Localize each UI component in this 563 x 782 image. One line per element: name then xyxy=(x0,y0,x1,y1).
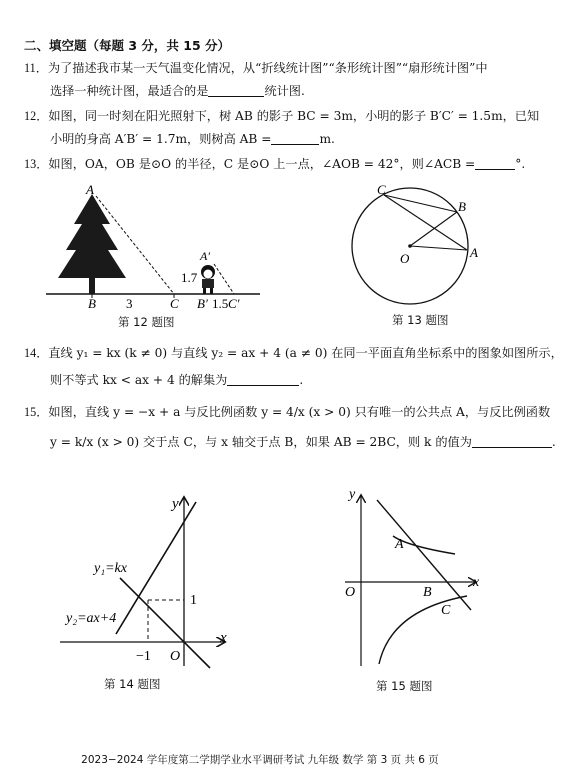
answer-blank[interactable] xyxy=(472,435,552,448)
question-text: 统计图. xyxy=(264,84,305,98)
question-text: 如图，直线 y = −x + a 与反比例函数 y = 4/x (x > 0) 只有唯一的公共点 A，与反比例函数 xyxy=(48,405,551,419)
question-13 xyxy=(24,156,525,172)
label-O: O xyxy=(345,585,356,600)
figure-14 xyxy=(60,490,240,670)
label-C: C xyxy=(441,603,451,618)
question-text: . xyxy=(551,435,556,449)
section-title: 二、填空题（每题 3 分，共 15 分） xyxy=(24,38,231,53)
question-number: 11． xyxy=(24,61,48,75)
person-icon xyxy=(201,265,215,294)
question-text: 为了描述我市某一天气温变化情况，从“折线统计图”“条形统计图”“扇形统计图”中 xyxy=(47,61,488,75)
question-14-line2 xyxy=(50,372,303,388)
answer-blank[interactable] xyxy=(475,157,515,170)
curve-k-over-x xyxy=(379,596,467,664)
label-neg-one: −1 xyxy=(136,649,151,664)
label-B-prime: B′ xyxy=(197,296,208,311)
question-15 xyxy=(24,404,550,420)
label-y-axis: y xyxy=(172,496,179,512)
label-C: C xyxy=(170,296,179,311)
label-shadow-length: 1.5 xyxy=(212,296,229,311)
question-text: 直线 y₁ = kx (k ≠ 0) 与直线 y₂ = ax + 4 (a ≠ 0) 在同一平面直角坐标系中的图象如图所示， xyxy=(48,346,563,360)
question-15-line2 xyxy=(50,434,556,450)
figure-13 xyxy=(350,180,480,310)
chord-CB xyxy=(384,195,457,212)
label-B: B xyxy=(423,585,432,600)
label-A: A xyxy=(395,537,404,552)
tree-icon xyxy=(58,194,126,294)
label-x-axis: x xyxy=(473,575,480,590)
label-A: A xyxy=(470,245,478,260)
question-text: m. xyxy=(319,132,335,146)
question-text: 则不等式 kx < ax + 4 的解集为 xyxy=(50,373,228,387)
question-number: 13． xyxy=(24,157,49,171)
label-A-prime: A′ xyxy=(200,249,210,263)
question-11 xyxy=(24,60,488,76)
question-text: 小明的身高 A′B′ = 1.7m，则树高 AB = xyxy=(50,132,272,146)
question-14 xyxy=(24,345,563,361)
figure-15 xyxy=(335,486,485,666)
label-one: 1 xyxy=(190,593,197,608)
radius-OA xyxy=(410,246,467,250)
question-11-line2 xyxy=(50,83,305,99)
figure-15-caption: 第 15 题图 xyxy=(376,679,433,693)
label-y1: y₁=kx xyxy=(94,561,127,576)
figure-12 xyxy=(40,180,280,320)
question-number: 12． xyxy=(24,109,49,123)
figure-13-caption: 第 13 题图 xyxy=(392,313,449,327)
question-number: 14． xyxy=(24,346,49,360)
question-number: 15． xyxy=(24,405,49,419)
figure-14-caption: 第 14 题图 xyxy=(104,677,161,691)
label-origin: O xyxy=(170,649,181,664)
label-BC-length: 3 xyxy=(126,296,133,311)
label-height: 1.7 xyxy=(181,270,198,285)
label-y2: y₂=ax+4 xyxy=(66,611,117,626)
question-text: 选择一种统计图，最适合的是 xyxy=(50,84,209,98)
question-12-line2 xyxy=(50,131,335,147)
chord-CA xyxy=(384,195,467,250)
question-text: 如图，同一时刻在阳光照射下，树 AB 的影子 BC = 3m，小明的影子 B′C′ = 1.5m，已知 xyxy=(48,109,540,123)
question-text: °. xyxy=(515,157,526,171)
sun-ray-person xyxy=(214,264,234,294)
question-text: . xyxy=(299,373,304,387)
question-text: y = k/x (x > 0) 交于点 C，与 x 轴交于点 B，如果 AB = 2BC，则 k 的值为 xyxy=(50,435,472,449)
label-C-prime: C′ xyxy=(228,296,240,311)
label-A: A xyxy=(86,182,94,197)
answer-blank[interactable] xyxy=(208,84,264,97)
label-C: C xyxy=(377,182,386,197)
question-text: 如图，OA，OB 是⊙O 的半径，C 是⊙O 上一点，∠AOB = 42°，则∠ACB = xyxy=(48,157,476,171)
label-B: B xyxy=(458,199,466,214)
answer-blank[interactable] xyxy=(227,373,299,386)
answer-blank[interactable] xyxy=(271,132,319,145)
line-y1 xyxy=(120,578,210,668)
label-O: O xyxy=(400,251,410,266)
question-12 xyxy=(24,108,539,124)
page-footer: 2023−2024 学年度第二学期学业水平调研考试 九年级 数学 第 3 页 共 6 页 xyxy=(81,754,439,766)
label-y-axis: y xyxy=(349,487,356,502)
label-B: B xyxy=(88,296,96,311)
label-x-axis: x xyxy=(220,630,227,646)
figure-12-caption: 第 12 题图 xyxy=(118,315,175,329)
